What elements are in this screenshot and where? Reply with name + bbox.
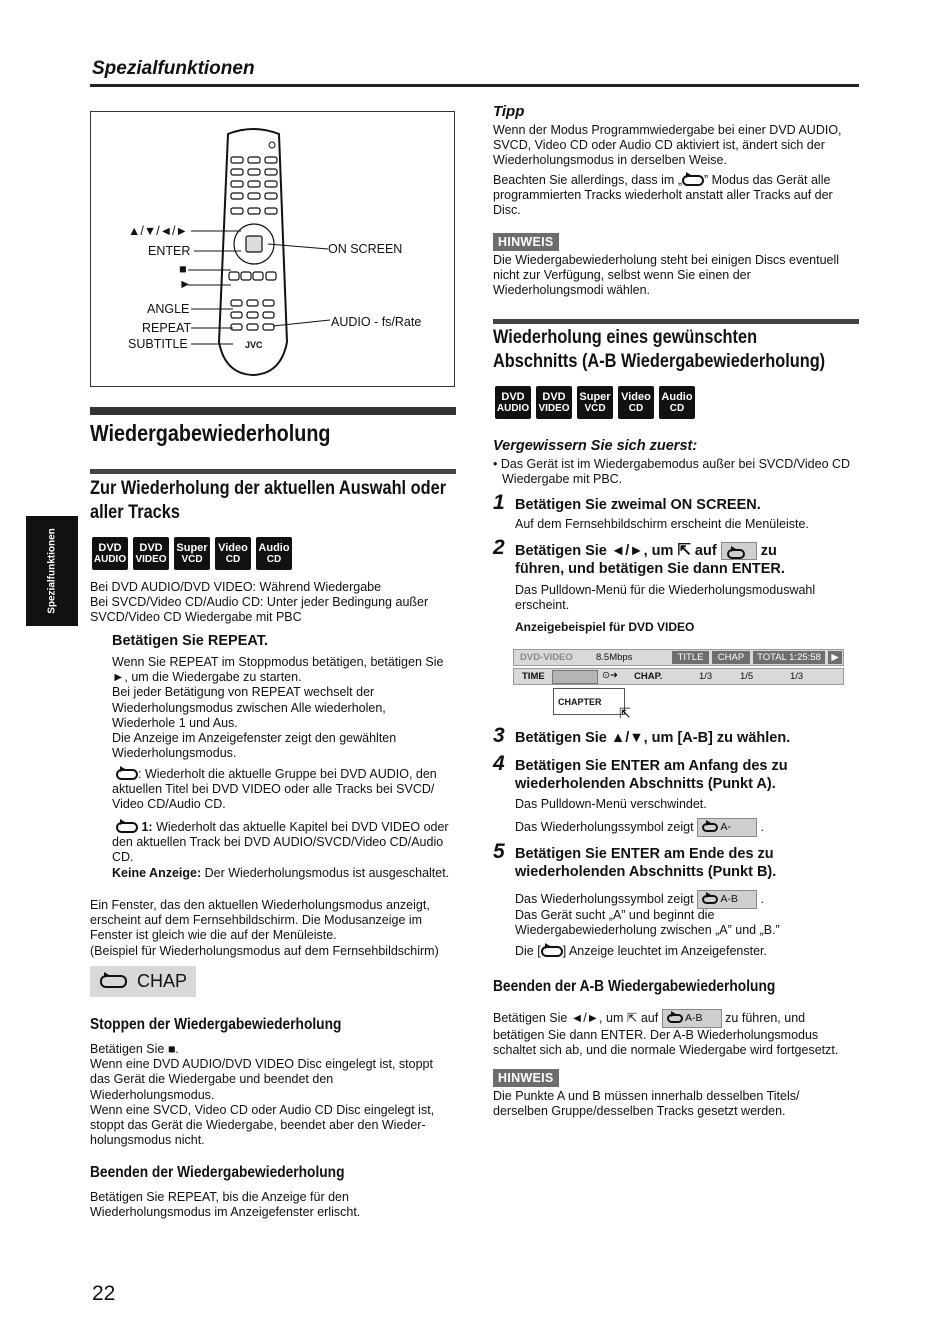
osd-total: TOTAL 1:25:58 xyxy=(753,651,825,664)
section-header: Spezialfunktionen xyxy=(92,58,255,79)
dvd-video-logo: DVD VIDEO xyxy=(133,537,169,570)
osd-angle[interactable]: 1/3 xyxy=(790,671,804,682)
mode-all-text: : Wiederholt die aktuelle Gruppe bei DVD AUDIO, den aktuellen Titel bei DVD VIDEO oder alle Tracks bei SVCD/ Video CD/Audio CD. xyxy=(112,767,437,812)
audio-cd-logo: Audio CD xyxy=(659,386,695,419)
remote-label-on-screen: ON SCREEN xyxy=(328,242,403,256)
dvd-audio-logo: DVD AUDIO xyxy=(92,537,128,570)
step-2-title: Betätigen Sie ◄/►, um ⇱ auf zu führen, und betätigen Sie dann ENTER. xyxy=(515,542,785,578)
osd-chapter: CHAP xyxy=(712,651,750,664)
stop-text: Betätigen Sie ■. Wenn eine DVD AUDIO/DVD VIDEO Disc eingelegt ist, stoppt das Gerät die Wiedergabe und beendet den Wiederholungsmodus. Wenn eine SVCD, Video CD oder Audio CD Disc eingelegt ist, stoppt das Gerät die Wiedergabe, beendet aber den Wieder- holungsmodus nicht. xyxy=(90,1042,435,1148)
window-text: Ein Fenster, das den aktuellen Wiederholungsmodus anzeigt, erscheint auf dem Fernsehbildschirm. Die Modusanzeige im Fenster ist gleich wie die auf der Menüleiste. (Beispiel für Wiederholungsmodus auf dem Fernsehbildschirm) xyxy=(90,898,439,958)
step-4-text-1: Das Pulldown-Menü verschwindet. xyxy=(515,797,707,811)
repeat-ab-chip: A-B xyxy=(697,890,757,909)
step-2-number: 2 xyxy=(493,536,505,559)
side-tab-label: Spezialfunktionen xyxy=(46,528,58,614)
ab-end-text: Betätigen Sie ◄/►, um ⇱ auf A-B zu führen, und betätigen Sie dann ENTER. Der A-B Wiederholungsmodus schaltet sich ab, und die normale Wiedergabe wird fortgesetzt. xyxy=(493,1010,839,1058)
osd-audio[interactable]: 1/3 xyxy=(699,671,713,682)
header-rule xyxy=(90,84,859,87)
hinweis-text-2: Die Punkte A und B müssen innerhalb desselben Titels/ derselben Gruppe/desselben Tracks gesetzt werden. xyxy=(493,1089,800,1119)
disc-logos-left xyxy=(92,537,292,570)
osd-status-row xyxy=(513,649,844,666)
section-title: Wiedergabewiederholung xyxy=(90,420,331,446)
osd-time-button[interactable]: TIME xyxy=(522,671,545,682)
osd-menu-bar xyxy=(513,649,844,725)
step-3-title: Betätigen Sie ▲/▼, um [A-B] zu wählen. xyxy=(515,730,791,746)
remote-label-enter: ENTER xyxy=(148,244,191,258)
repeat-step-title: Betätigen Sie REPEAT. xyxy=(112,633,269,649)
osd-repeat-button[interactable] xyxy=(552,670,598,684)
tipp-text: Wenn der Modus Programmwiedergabe bei einer DVD AUDIO, SVCD, Video CD oder Audio CD aktiviert ist, ändert sich der Wiederholungsmodus in derselben Weise. xyxy=(493,123,842,168)
step-4-title: Betätigen Sie ENTER am Anfang des zu wiederholenden Abschnitts (Punkt A). xyxy=(515,758,788,792)
repeat-icon xyxy=(682,175,704,186)
chap-repeat-indicator xyxy=(90,966,196,997)
super-vcd-logo: Super VCD xyxy=(174,537,210,570)
stop-title: Stoppen der Wiedergabewiederholung xyxy=(90,1016,342,1033)
pointer-icon: ⇱ xyxy=(619,705,631,721)
osd-menu-chapter[interactable]: CHAPTER xyxy=(558,697,602,707)
osd-subtitle[interactable]: 1/5 xyxy=(740,671,754,682)
video-cd-logo: Video CD xyxy=(215,537,251,570)
pointer-icon: ⇱ xyxy=(677,542,691,559)
repeat-ab-chip: A-B xyxy=(662,1009,722,1028)
step-5-text-3: Die [ ] Anzeige leuchtet im Anzeigefenster. xyxy=(515,944,767,958)
title-rule xyxy=(90,407,456,415)
remote-label-subtitle: SUBTITLE xyxy=(128,337,188,351)
page-number: 22 xyxy=(92,1282,116,1305)
step-2-text: Das Pulldown-Menü für die Wiederholungsmoduswahl erscheint. xyxy=(515,583,816,613)
dvd-video-logo: DVD VIDEO xyxy=(536,386,572,419)
repeat-a-chip: A- xyxy=(697,818,757,837)
display-example-label: Anzeigebeispiel für DVD VIDEO xyxy=(515,620,695,634)
mode-one-text: 1: Wiederholt das aktuelle Kapitel bei DVD VIDEO oder den aktuellen Track bei DVD AUDIO/SVCD/Video CD/Audio CD. Keine Anzeige: Der Wiederholungsmodus ist ausgeschaltet. xyxy=(112,820,450,880)
ensure-title: Vergewissern Sie sich zuerst: xyxy=(493,438,698,454)
intro-text: Bei DVD AUDIO/DVD VIDEO: Während Wiedergabe Bei SVCD/Video CD/Audio CD: Unter jeder Bedingung außer SVCD/Video CD Wiedergabe mit PBC xyxy=(90,580,429,625)
ab-end-title: Beenden der A-B Wiedergabewiederholung xyxy=(493,978,776,995)
hinweis-badge-2: HINWEIS xyxy=(493,1069,559,1087)
end-text: Betätigen Sie REPEAT, bis die Anzeige für den Wiederholungsmodus im Anzeigefenster erlischt. xyxy=(90,1190,361,1220)
remote-label-play: ► xyxy=(179,277,192,291)
remote-illustration xyxy=(90,111,455,387)
end-title: Beenden der Wiedergabewiederholung xyxy=(90,1164,345,1181)
osd-play-icon: ▶ xyxy=(828,651,842,664)
step-1-title: Betätigen Sie zweimal ON SCREEN. xyxy=(515,497,761,513)
subtitle-rule xyxy=(90,469,456,474)
repeat-step-text: Wenn Sie REPEAT im Stoppmodus betätigen, betätigen Sie ►, um die Wiedergabe zu starten. Bei jeder Betätigung von REPEAT wechselt der Wiederholungsmodus zwischen Alle wiederholen, Wiederhole 1 und Aus. Die Anzeige im Anzeigefenster zeigt den gewählten Wiederholungsmodus. xyxy=(112,655,444,761)
remote-label-stop: ■ xyxy=(179,262,187,276)
remote-label-audio: AUDIO - fs/Rate xyxy=(331,315,422,329)
hinweis-badge-1: HINWEIS xyxy=(493,233,559,251)
ensure-text: • Das Gerät ist im Wiedergabemodus außer bei SVCD/Video CD Wiedergabe mit PBC. xyxy=(493,457,851,487)
disc-logos-right xyxy=(495,386,695,419)
remote-label-repeat: REPEAT xyxy=(142,321,192,335)
hinweis-text-1: Die Wiedergabewiederholung steht bei einigen Discs eventuell nicht zur Verfügung, selbst wenn Sie einen der Wiederholungsmodi wählen. xyxy=(493,253,840,298)
step-4-number: 4 xyxy=(493,752,505,775)
remote-label-arrows: ▲/▼/◄/► xyxy=(128,224,188,238)
osd-clock-icon[interactable]: ⊙➜ xyxy=(602,670,618,681)
video-cd-logo: Video CD xyxy=(618,386,654,419)
step-3-number: 3 xyxy=(493,724,505,747)
ab-rule xyxy=(493,319,859,324)
audio-cd-logo: Audio CD xyxy=(256,537,292,570)
repeat-one-icon xyxy=(116,822,138,833)
step-5-number: 5 xyxy=(493,840,505,863)
osd-title: TITLE xyxy=(672,651,709,664)
tipp-title: Tipp xyxy=(493,103,525,120)
osd-disc: DVD-VIDEO xyxy=(520,652,573,663)
repeat-icon xyxy=(100,975,127,988)
osd-rate: 8.5Mbps xyxy=(596,652,633,663)
step-5-text-1: Das Wiederholungssymbol zeigt A-B . xyxy=(515,890,764,909)
tipp-text-2: Beachten Sie allerdings, dass im „ ” Modus das Gerät alle programmierten Tracks wiederholt anstatt aller Tracks auf der Disc. xyxy=(493,173,833,218)
ab-section-title: Wiederholung eines gewünschten Abschnitts (A-B Wiedergabewiederholung) xyxy=(493,327,826,372)
step-1-number: 1 xyxy=(493,491,505,514)
side-tab xyxy=(26,516,78,626)
osd-chap-button[interactable]: CHAP. xyxy=(634,671,663,682)
osd-pulldown-menu[interactable] xyxy=(553,688,625,715)
step-1-text: Auf dem Fernsehbildschirm erscheint die Menüleiste. xyxy=(515,517,809,531)
pointer-icon: ⇱ xyxy=(626,1010,638,1025)
step-5-title: Betätigen Sie ENTER am Ende des zu wiederholenden Abschnitts (Punkt B). xyxy=(515,846,777,880)
step-5-text-2: Das Gerät sucht „A” und beginnt die Wiedergabewiederholung zwischen „A” und „B.” xyxy=(515,908,780,938)
repeat-icon xyxy=(541,946,563,957)
super-vcd-logo: Super VCD xyxy=(577,386,613,419)
subsection-title: Zur Wiederholung der aktuellen Auswahl oder aller Tracks xyxy=(90,478,447,523)
repeat-all-icon xyxy=(116,769,138,780)
repeat-chip xyxy=(721,542,757,560)
osd-control-row xyxy=(513,668,844,685)
step-4-text-2: Das Wiederholungssymbol zeigt A- . xyxy=(515,818,764,837)
remote-label-angle: ANGLE xyxy=(147,302,190,316)
remote-brand-logo: JVC xyxy=(245,340,263,350)
chap-label: CHAP xyxy=(137,971,188,991)
dvd-audio-logo: DVD AUDIO xyxy=(495,386,531,419)
